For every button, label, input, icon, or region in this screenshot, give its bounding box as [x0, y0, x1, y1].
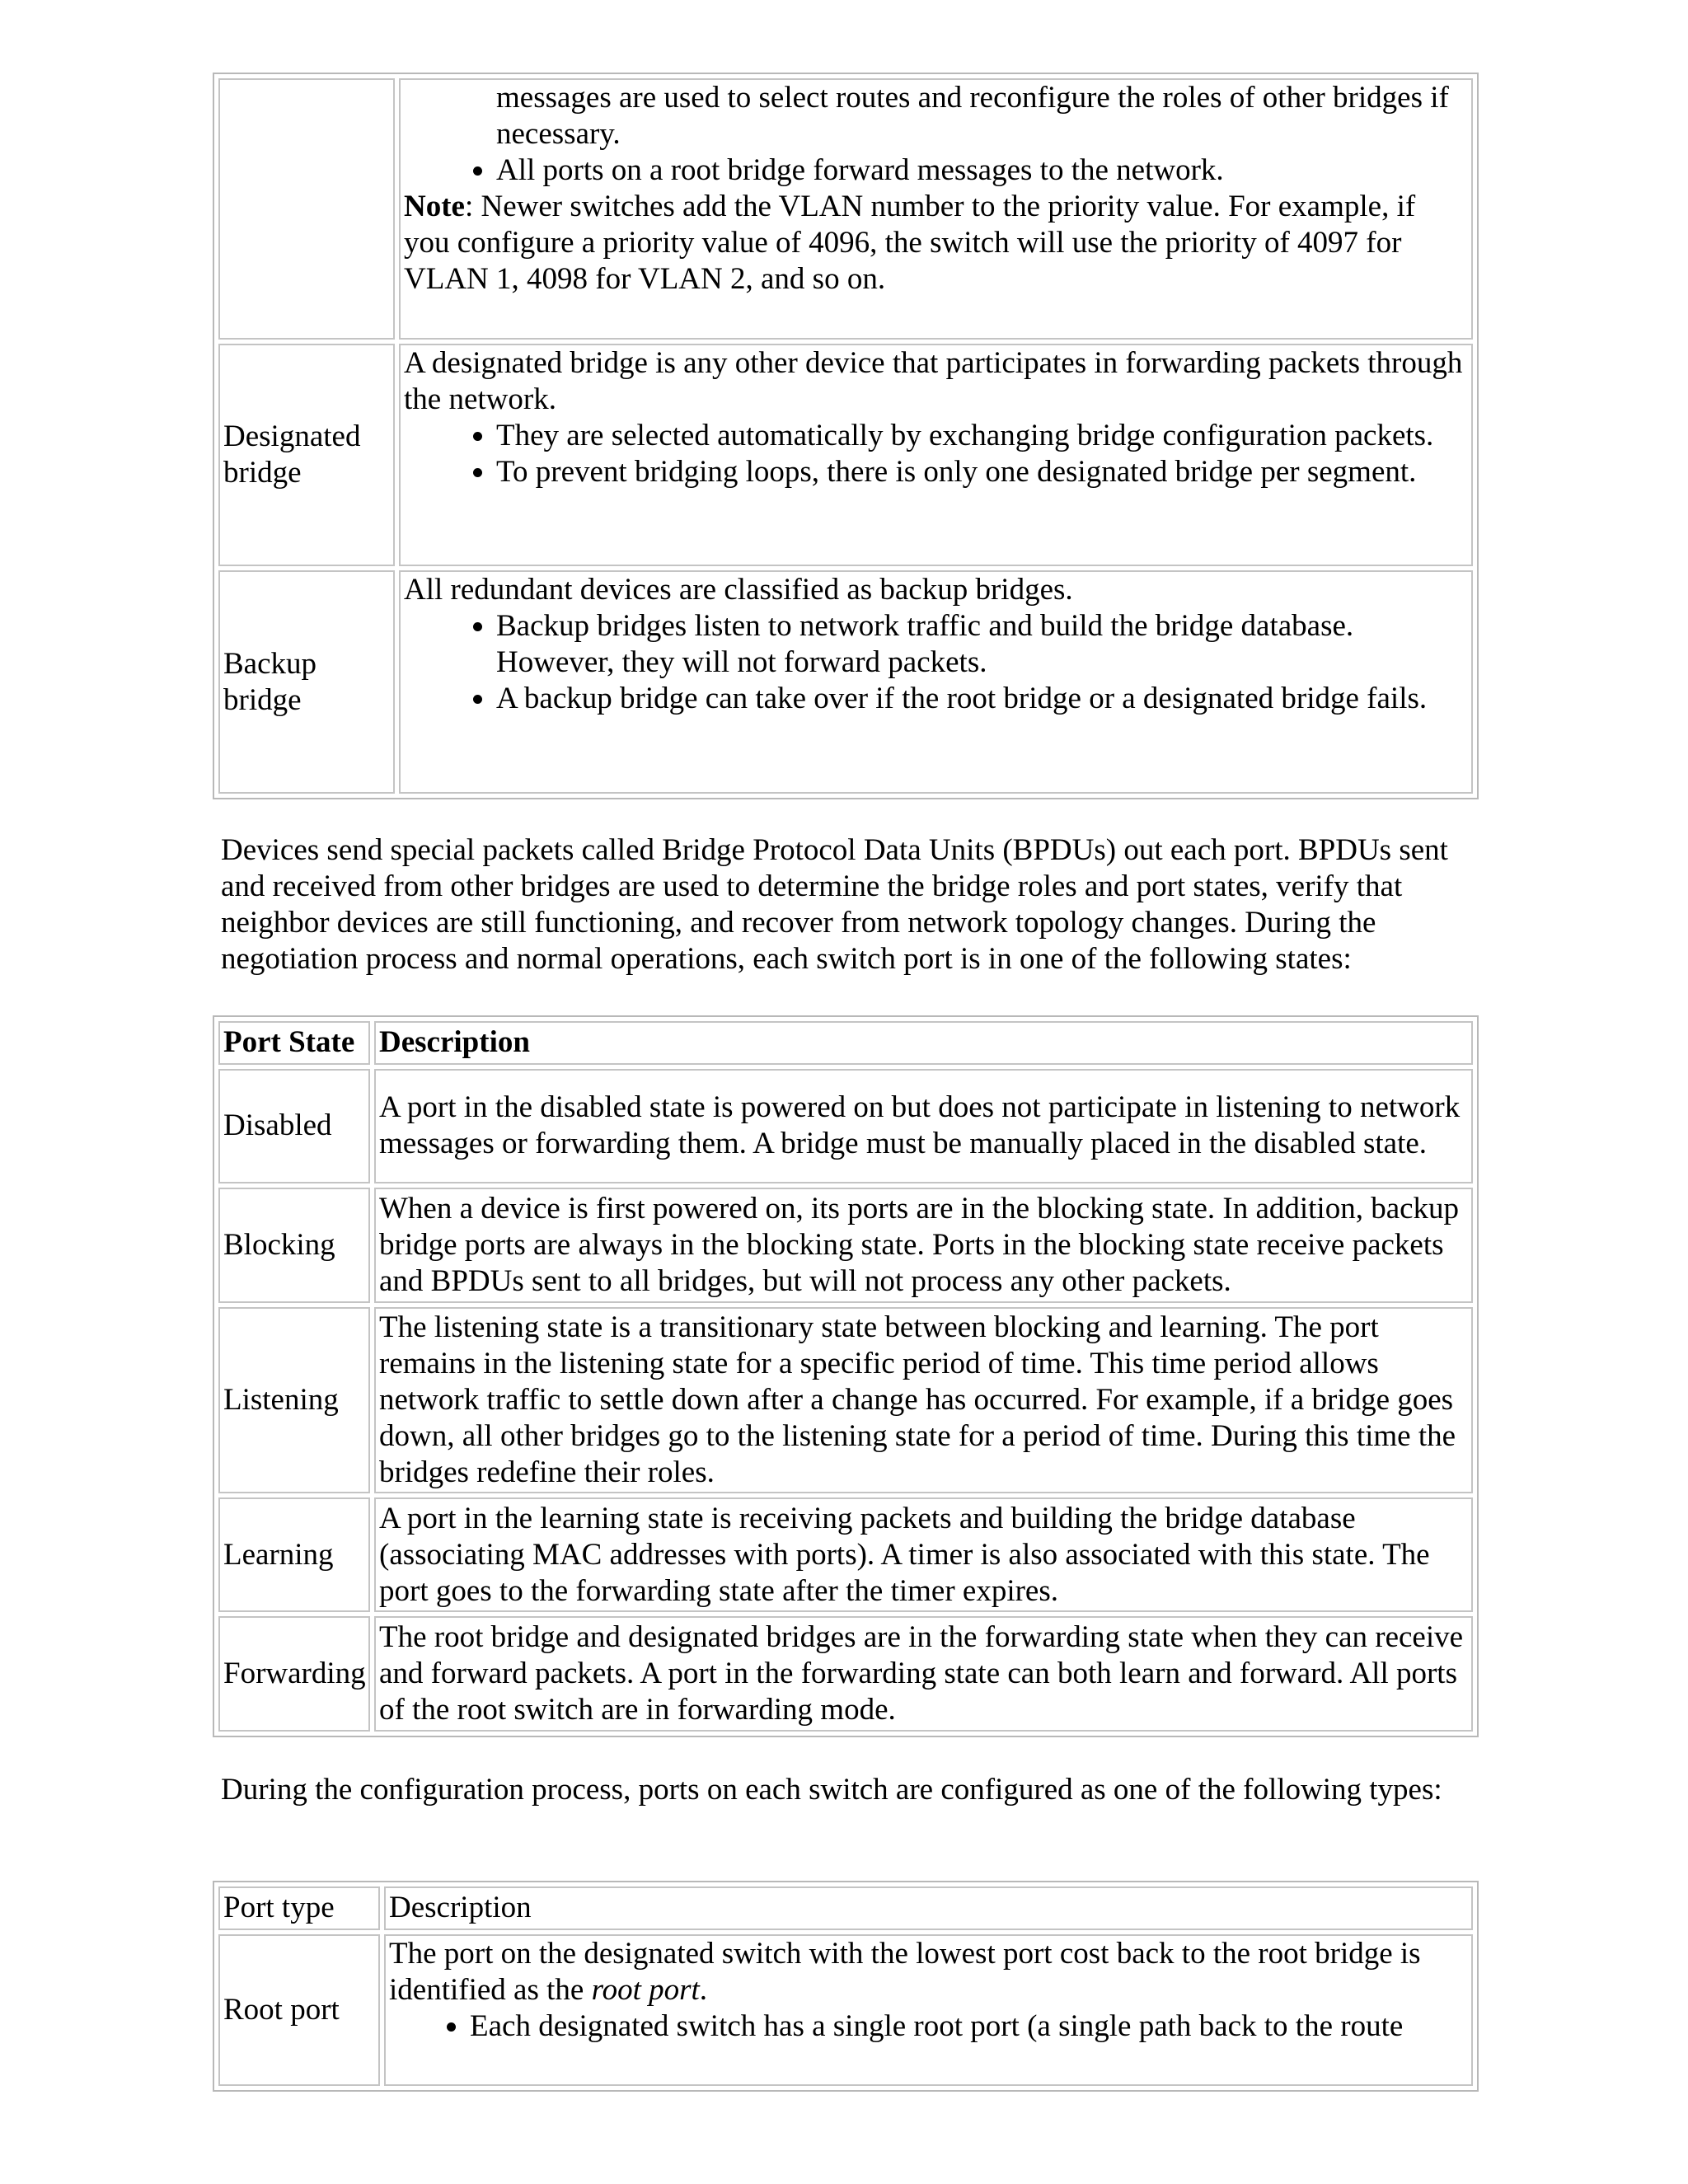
description-cell: A port in the disabled state is powered on but does not participate in listening to network messages or forwarding them. A bridge must be manually placed in the disabled state.: [374, 1069, 1473, 1184]
state-cell: Listening: [218, 1307, 370, 1493]
note-text: : Newer switches add the VLAN number to the priority value. For example, if you configure a priority value of 4096, the switch will use the priority of 4097 for VLAN 1, 4098 for VLAN 2, and so on.: [404, 190, 1416, 296]
table-header-row: [218, 1886, 1473, 1930]
table-header-row: [218, 1021, 1473, 1065]
description-cell: [399, 344, 1473, 567]
role-cell: Designated bridge: [218, 344, 395, 567]
table-row: [218, 1307, 1473, 1493]
description-cell: [399, 78, 1473, 340]
list-item: • Each designated switch has a single root port (a single path back to the route: [470, 2008, 1468, 2045]
state-cell: Learning: [218, 1497, 370, 1613]
port-states-table: [213, 1015, 1479, 1737]
bullet-list: [389, 2008, 1468, 2045]
table-row: [218, 1497, 1473, 1613]
table-row: [218, 1069, 1473, 1184]
bpdu-paragraph: Devices send special packets called Bridge Protocol Data Units (BPDUs) out each port. BPDUs sent and received from other bridges are used to determine the bridge roles and port states, verify that neighbor devices are still functioning, and recover from network topology changes. During the negotiation process and normal operations, each switch port is in one of the following states:: [221, 833, 1448, 976]
description-cell: A port in the learning state is receiving packets and building the bridge database (associating MAC addresses with ports). A timer is also associated with this state. The port goes to the forwarding state after the timer expires.: [374, 1497, 1473, 1613]
port-types-table: [213, 1881, 1479, 2092]
port-types-paragraph: During the configuration process, ports on each switch are configured as one of the following types:: [221, 1773, 1442, 1807]
description-cell: [384, 1934, 1473, 2086]
column-header: Description: [384, 1886, 1473, 1930]
state-cell: Disabled: [218, 1069, 370, 1184]
note-label: Note: [404, 190, 465, 223]
note-paragraph: [404, 189, 1468, 298]
bullet-list: [404, 80, 1468, 152]
table-row: [218, 570, 1473, 794]
list-item: • All ports on a root bridge forward messages to the network.: [496, 152, 1468, 189]
type-intro-end: .: [699, 1972, 708, 2007]
bullet-list: [404, 418, 1468, 490]
description-cell: The root bridge and designated bridges are in the forwarding state when they can receive and forward packets. A port in the forwarding state can both learn and forward. All ports of the root switch are in forwarding mode.: [374, 1616, 1473, 1732]
role-intro: All redundant devices are classified as backup bridges.: [404, 573, 1073, 607]
bullet-list: [404, 608, 1468, 717]
table-row: [218, 1934, 1473, 2086]
column-header: Port State: [218, 1021, 370, 1065]
description-cell: The listening state is a transitionary state between blocking and learning. The port remains in the listening state for a specific period of time. This time period allows network traffic to settle down after a change has occurred. For example, if a bridge goes down, all other bridges go to the listening state for a period of time. During this time the bridges redefine their roles.: [374, 1307, 1473, 1493]
type-cell: Root port: [218, 1934, 380, 2086]
list-item: • They are selected automatically by exchanging bridge configuration packets.: [496, 418, 1468, 454]
column-header: Description: [374, 1021, 1473, 1065]
state-cell: Forwarding: [218, 1616, 370, 1732]
root-port-term: root port: [591, 1972, 700, 2007]
type-intro: [389, 1936, 1468, 2008]
column-header: Port type: [218, 1886, 380, 1930]
description-cell: When a device is first powered on, its ports are in the blocking state. In addition, backup bridge ports are always in the blocking state. Ports in the blocking state receive packets and BPDUs sent to all bridges, but will not process any other packets.: [374, 1188, 1473, 1303]
list-item: • To prevent bridging loops, there is only one designated bridge per segment.: [496, 454, 1468, 490]
role-intro: A designated bridge is any other device that participates in forwarding packets through the network.: [404, 345, 1463, 416]
table-row: [218, 78, 1473, 340]
list-item: • Backup bridges listen to network traffic and build the bridge database. However, they will not forward packets.: [496, 608, 1468, 681]
bridge-roles-table: [213, 73, 1479, 799]
list-item: messages are used to select routes and reconfigure the roles of other bridges if necessary.: [496, 81, 1449, 151]
state-cell: Blocking: [218, 1188, 370, 1303]
type-intro-text: The port on the designated switch with the lowest port cost back to the root bridge is identified as the: [389, 1936, 1421, 2007]
bullet-list: [404, 152, 1468, 189]
table-row: [218, 344, 1473, 567]
list-item: • A backup bridge can take over if the root bridge or a designated bridge fails.: [496, 681, 1468, 717]
description-cell: [399, 570, 1473, 794]
role-cell: [218, 78, 395, 340]
table-row: [218, 1616, 1473, 1732]
role-cell: Backup bridge: [218, 570, 395, 794]
table-row: [218, 1188, 1473, 1303]
